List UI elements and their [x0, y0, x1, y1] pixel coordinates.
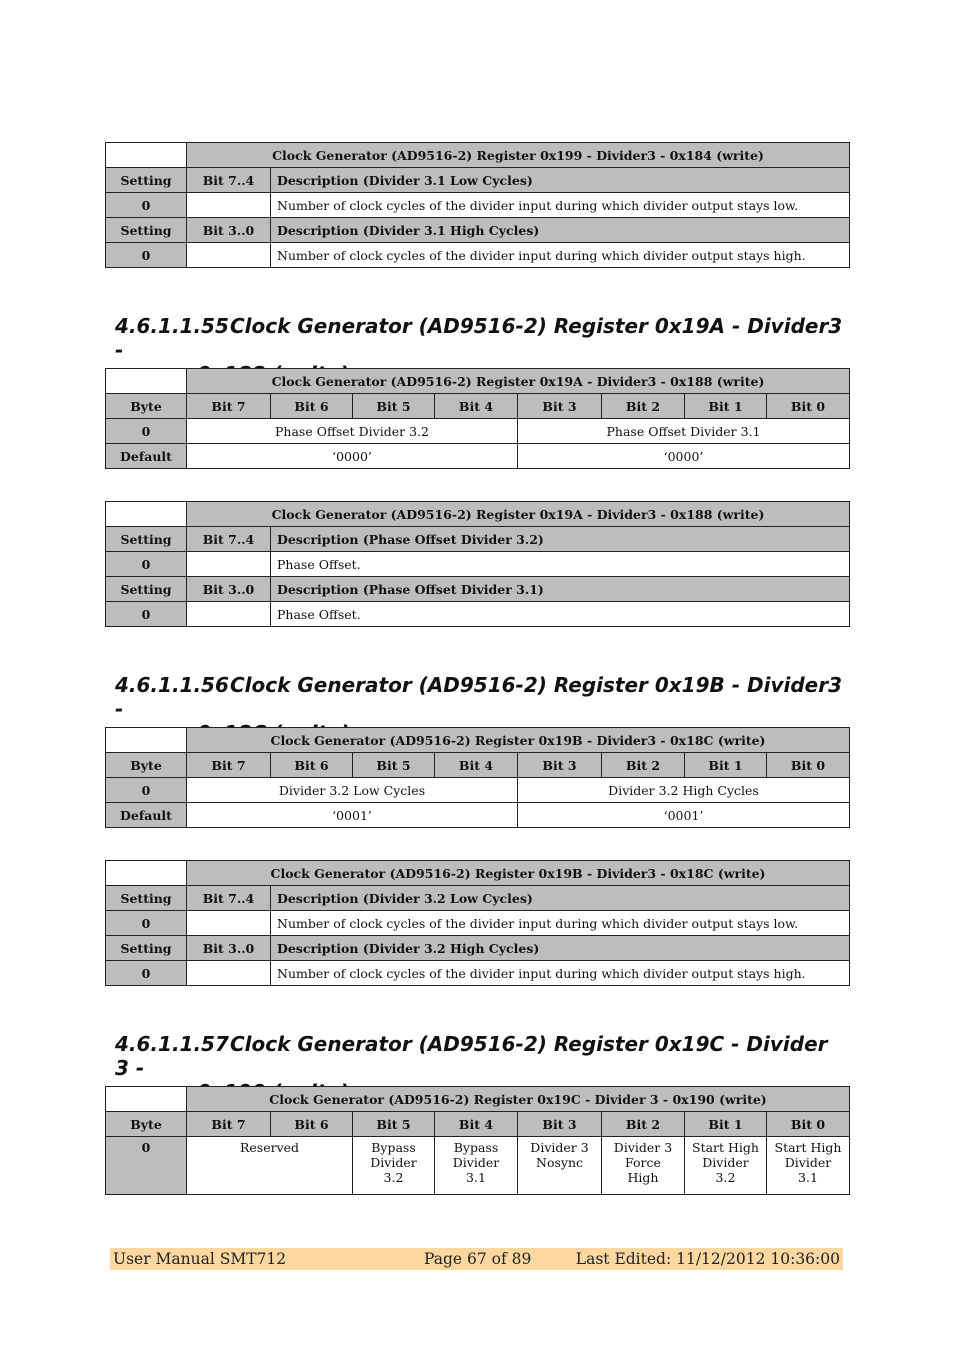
register-0x199-settings-table [105, 142, 850, 268]
field-text-line: Start High [774, 1140, 842, 1155]
field-text-line: Bypass [371, 1140, 416, 1155]
default-high-value: ‘0001’ [187, 803, 518, 828]
section-number: 4.6.1.1.55 [115, 314, 229, 338]
field-text-line: Start High [692, 1140, 759, 1155]
bit-range: Bit 3..0 [187, 218, 271, 243]
column-header: Bit 4 [435, 753, 518, 778]
register-0x19a-settings-table [105, 501, 850, 627]
bit-range [187, 552, 271, 577]
field-text-line: Divider [452, 1155, 500, 1170]
field-text-line: Bypass [453, 1140, 499, 1155]
column-header: Byte [106, 753, 187, 778]
table-row [106, 243, 850, 268]
bit-range: Bit 3..0 [187, 936, 271, 961]
footer-manual-name: User Manual SMT712 [113, 1250, 287, 1268]
divider-3-nosync-field [518, 1137, 602, 1195]
bit-range: Bit 3..0 [187, 577, 271, 602]
field-text-line: Divider 3 [613, 1140, 673, 1155]
page-footer [110, 1248, 843, 1270]
table-row [106, 218, 850, 243]
reserved-field: Reserved [187, 1137, 353, 1195]
description-header: Description (Phase Offset Divider 3.2) [271, 527, 850, 552]
table-title-row [106, 369, 850, 394]
bit-range [187, 193, 271, 218]
field-text-line: Divider [702, 1155, 749, 1170]
setting-label: Setting [106, 168, 187, 193]
default-low-value: ‘0000’ [518, 444, 850, 469]
table-row [106, 602, 850, 627]
table-row [106, 1137, 850, 1195]
table-title: Clock Generator (AD9516-2) Register 0x199 - Divider3 - 0x184 (write) [187, 143, 850, 168]
table-title: Clock Generator (AD9516-2) Register 0x19C - Divider 3 - 0x190 (write) [187, 1087, 850, 1112]
field-text-line: Divider [784, 1155, 832, 1170]
section-number: 4.6.1.1.56 [115, 673, 229, 697]
description-text: Phase Offset. [271, 602, 850, 627]
field-low-nibble: Divider 3.2 High Cycles [518, 778, 850, 803]
column-header: Bit 1 [685, 753, 767, 778]
blank-corner-cell [106, 369, 187, 394]
bit-range: Bit 7..4 [187, 168, 271, 193]
setting-value: 0 [106, 193, 187, 218]
table-row [106, 577, 850, 602]
column-header: Bit 2 [602, 394, 685, 419]
column-header: Bit 3 [518, 753, 602, 778]
bit-range: Bit 7..4 [187, 886, 271, 911]
table-row [106, 803, 850, 828]
blank-corner-cell [106, 502, 187, 527]
column-header: Byte [106, 1112, 187, 1137]
column-header: Bit 7 [187, 753, 271, 778]
section-number: 4.6.1.1.57 [115, 1032, 229, 1056]
footer-last-edited: Last Edited: 11/12/2012 10:36:00 [575, 1250, 840, 1268]
setting-label: Setting [106, 936, 187, 961]
column-header: Bit 0 [767, 394, 850, 419]
setting-value: 0 [106, 602, 187, 627]
table-header-row [106, 394, 850, 419]
description-text: Number of clock cycles of the divider input during which divider output stays high. [271, 243, 850, 268]
table-title-row [106, 502, 850, 527]
field-text-line: Divider [370, 1155, 417, 1170]
table-row [106, 778, 850, 803]
byte-label: 0 [106, 778, 187, 803]
column-header: Byte [106, 394, 187, 419]
description-text: Number of clock cycles of the divider input during which divider output stays low. [271, 193, 850, 218]
column-header: Bit 3 [518, 1112, 602, 1137]
default-label: Default [106, 444, 187, 469]
bit-range: Bit 7..4 [187, 527, 271, 552]
bit-range [187, 911, 271, 936]
table-row [106, 886, 850, 911]
description-header: Description (Divider 3.2 High Cycles) [271, 936, 850, 961]
column-header: Bit 1 [685, 1112, 767, 1137]
default-low-value: ‘0001’ [518, 803, 850, 828]
column-header: Bit 1 [685, 394, 767, 419]
table-header-row [106, 753, 850, 778]
description-header: Description (Divider 3.1 High Cycles) [271, 218, 850, 243]
field-text-line: Nosync [536, 1155, 583, 1170]
table-title: Clock Generator (AD9516-2) Register 0x19A - Divider3 - 0x188 (write) [187, 369, 850, 394]
column-header: Bit 0 [767, 1112, 850, 1137]
column-header: Bit 6 [271, 394, 353, 419]
column-header: Bit 6 [271, 753, 353, 778]
blank-corner-cell [106, 728, 187, 753]
table-row [106, 552, 850, 577]
field-text-line: 3.1 [466, 1170, 486, 1185]
table-title-row [106, 728, 850, 753]
column-header: Bit 5 [353, 753, 435, 778]
table-header-row [106, 1112, 850, 1137]
bypass-divider-3-1-field [435, 1137, 518, 1195]
register-0x19b-settings-table [105, 860, 850, 986]
table-row [106, 961, 850, 986]
table-row [106, 527, 850, 552]
column-header: Bit 4 [435, 1112, 518, 1137]
setting-label: Setting [106, 886, 187, 911]
section-title-line1: Clock Generator (AD9516-2) Register 0x19C - Divider 3 - [115, 1032, 828, 1080]
table-title-row [106, 861, 850, 886]
setting-value: 0 [106, 243, 187, 268]
register-0x19a-bitmap-table [105, 368, 850, 469]
start-high-divider-3-1-field [767, 1137, 850, 1195]
field-high-nibble: Divider 3.2 Low Cycles [187, 778, 518, 803]
register-0x19c-bitmap-table [105, 1086, 850, 1195]
bit-range [187, 243, 271, 268]
section-title-line1: Clock Generator (AD9516-2) Register 0x19B - Divider3 - [115, 673, 842, 721]
table-row [106, 193, 850, 218]
field-text-line: Force High [625, 1155, 661, 1185]
footer-page-number: Page 67 of 89 [424, 1250, 532, 1268]
field-text-line: 3.1 [798, 1170, 818, 1185]
setting-label: Setting [106, 577, 187, 602]
column-header: Bit 2 [602, 753, 685, 778]
description-header: Description (Divider 3.1 Low Cycles) [271, 168, 850, 193]
field-high-nibble: Phase Offset Divider 3.2 [187, 419, 518, 444]
field-low-nibble: Phase Offset Divider 3.1 [518, 419, 850, 444]
description-text: Number of clock cycles of the divider input during which divider output stays high. [271, 961, 850, 986]
start-high-divider-3-2-field [685, 1137, 767, 1195]
table-title: Clock Generator (AD9516-2) Register 0x19B - Divider3 - 0x18C (write) [187, 728, 850, 753]
field-text-line: Divider 3 [530, 1140, 589, 1155]
setting-label: Setting [106, 218, 187, 243]
column-header: Bit 4 [435, 394, 518, 419]
table-row [106, 911, 850, 936]
blank-corner-cell [106, 143, 187, 168]
description-header: Description (Divider 3.2 Low Cycles) [271, 886, 850, 911]
column-header: Bit 0 [767, 753, 850, 778]
table-row [106, 419, 850, 444]
byte-label: 0 [106, 1137, 187, 1195]
blank-corner-cell [106, 861, 187, 886]
field-text-line: 3.2 [383, 1170, 404, 1185]
column-header: Bit 2 [602, 1112, 685, 1137]
field-text-line: 3.2 [715, 1170, 736, 1185]
column-header: Bit 5 [353, 1112, 435, 1137]
setting-value: 0 [106, 961, 187, 986]
blank-corner-cell [106, 1087, 187, 1112]
setting-label: Setting [106, 527, 187, 552]
table-title-row [106, 143, 850, 168]
description-text: Number of clock cycles of the divider input during which divider output stays low. [271, 911, 850, 936]
table-row [106, 444, 850, 469]
column-header: Bit 7 [187, 394, 271, 419]
column-header: Bit 3 [518, 394, 602, 419]
table-row [106, 936, 850, 961]
table-title: Clock Generator (AD9516-2) Register 0x19A - Divider3 - 0x188 (write) [187, 502, 850, 527]
table-title-row [106, 1087, 850, 1112]
bit-range [187, 961, 271, 986]
setting-value: 0 [106, 911, 187, 936]
description-text: Phase Offset. [271, 552, 850, 577]
table-row [106, 168, 850, 193]
register-0x19b-bitmap-table [105, 727, 850, 828]
bypass-divider-3-2-field [353, 1137, 435, 1195]
setting-value: 0 [106, 552, 187, 577]
byte-label: 0 [106, 419, 187, 444]
column-header: Bit 6 [271, 1112, 353, 1137]
divider-3-force-high-field [602, 1137, 685, 1195]
description-header: Description (Phase Offset Divider 3.1) [271, 577, 850, 602]
table-title: Clock Generator (AD9516-2) Register 0x19B - Divider3 - 0x18C (write) [187, 861, 850, 886]
bit-range [187, 602, 271, 627]
default-label: Default [106, 803, 187, 828]
section-title-line1: Clock Generator (AD9516-2) Register 0x19A - Divider3 - [115, 314, 843, 362]
column-header: Bit 5 [353, 394, 435, 419]
column-header: Bit 7 [187, 1112, 271, 1137]
default-high-value: ‘0000’ [187, 444, 518, 469]
